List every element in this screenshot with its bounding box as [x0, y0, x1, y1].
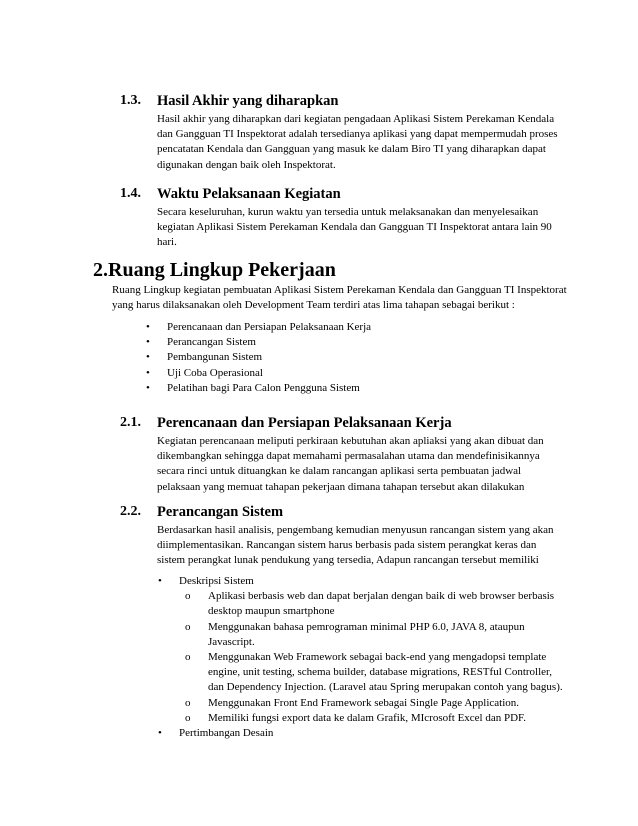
bullet-icon: •	[158, 575, 162, 587]
section-body: Berdasarkan hasil analisis, pengembang kemudian menyusun rancangan sistem yang akan diimplementasikan. Rancangan sistem harus berbasis pada sistem perangkat keras dan sistem perangkat lunak pendukung yang tersedia, Adapun rancangan tersebut memiliki	[157, 524, 554, 567]
circle-bullet-icon: o	[185, 620, 191, 633]
bullet-icon: •	[146, 351, 150, 364]
stage-list	[146, 320, 371, 396]
chapter-heading: 2.Ruang Lingkup Pekerjaan	[93, 259, 336, 281]
section-title: Perencanaan dan Persiapan Pelaksanaan Kerja	[157, 415, 452, 431]
sub-list-item: o Menggunakan Front End Framework sebagai Single Page Application.	[185, 696, 568, 711]
section-number: 2.2.	[120, 504, 141, 519]
chapter-intro: Ruang Lingkup kegiatan pembuatan Aplikasi Sistem Perekaman Kendala dan Gangguan TI Inspektorat yang harus dilaksanakan oleh Development Team terdiri atas lima tahapan sebagai berikut :	[112, 284, 567, 312]
list-item: • Perancangan Sistem	[146, 335, 371, 350]
sub-list-item: o Memiliki fungsi export data ke dalam Grafik, MIcrosoft Excel dan PDF.	[185, 711, 568, 726]
list-item: • Uji Coba Operasional	[146, 366, 371, 381]
sub-list-item: o Menggunakan bahasa pemrograman minimal PHP 6.0, JAVA 8, ataupun Javascript.	[185, 620, 525, 648]
circle-bullet-icon: o	[185, 651, 191, 664]
section-body: Hasil akhir yang diharapkan dari kegiatan pengadaan Aplikasi Sistem Perekaman Kendala dan Gangguan TI Inspektorat adalah tersedianya aplikasi yang dapat mempermudah proses pencatatan Kendala dan Gangguan yang masuk ke dalam Biro TI yang diharapkan dapat digunakan dengan baik oleh Inspektorat.	[157, 113, 558, 171]
design-list	[158, 574, 568, 741]
section-number: 1.4.	[120, 186, 141, 201]
list-item: • Pembangunan Sistem	[146, 350, 371, 365]
bullet-icon: •	[146, 321, 150, 333]
bullet-icon: •	[158, 727, 162, 740]
circle-bullet-icon: o	[185, 711, 191, 724]
section-title: Perancangan Sistem	[157, 504, 284, 520]
list-item: • Deskripsi Sistem o Aplikasi berbasis web dan dapat berjalan dengan baik di web browser berbasis desktop maupun smartphone o Menggunakan bahasa pemrograman minimal PHP 6.0, JAVA 8, ataupun Javascript. o Menggunakan Web Framework sebagai back-end yang mengadopsi template engine, unit testing, schema builder, database migrations, RESTful Controller, dan Dependency Injection. (Laravel atau Spring merupakan contoh yang bagus). o Menggunakan Front End Framework sebagai Single Page Application. o Memiliki fungsi export data ke dalam Grafik, MIcrosoft Excel dan PDF.	[158, 574, 568, 726]
circle-bullet-icon: o	[185, 696, 191, 709]
section-body: Kegiatan perencanaan meliputi perkiraan kebutuhan akan apliaksi yang akan dibuat dan dikembangkan sehingga dapat memahami permasalahan utama dan mendefinisikannya secara rinci untuk dituangkan ke dalam rancangan aplikasi serta pembuatan jadwal pelaksaan yang memuat tahapan pekerjaan dimana tahapan tersebut akan dilakukan	[157, 435, 544, 493]
bullet-icon: •	[146, 336, 150, 349]
section-number: 1.3.	[120, 93, 141, 108]
section-title: Waktu Pelaksanaan Kegiatan	[157, 186, 341, 202]
list-item: • Perencanaan dan Persiapan Pelaksanaan Kerja	[146, 320, 371, 335]
bullet-icon: •	[146, 366, 150, 379]
sub-list-item: o Menggunakan Web Framework sebagai back-end yang mengadopsi template engine, unit testing, schema builder, database migrations, RESTful Controller, dan Dependency Injection. (Laravel atau Spring merupakan contoh yang bagus).	[185, 651, 563, 694]
circle-bullet-icon: o	[185, 590, 191, 603]
list-item: • Pertimbangan Desain	[158, 726, 568, 741]
section-title: Hasil Akhir yang diharapkan	[157, 93, 339, 109]
bullet-icon: •	[146, 381, 150, 394]
sub-list	[185, 589, 568, 726]
section-body: Secara keseluruhan, kurun waktu yan tersedia untuk melaksanakan dan menyelesaikan kegiatan Aplikasi Sistem Perekaman Kendala dan Gangguan TI Inspektorat antara lain 90 hari.	[157, 206, 552, 249]
list-item: • Pelatihan bagi Para Calon Pengguna Sistem	[146, 381, 371, 396]
section-number: 2.1.	[120, 415, 141, 430]
sub-list-item: o Aplikasi berbasis web dan dapat berjalan dengan baik di web browser berbasis desktop maupun smartphone	[185, 590, 555, 618]
